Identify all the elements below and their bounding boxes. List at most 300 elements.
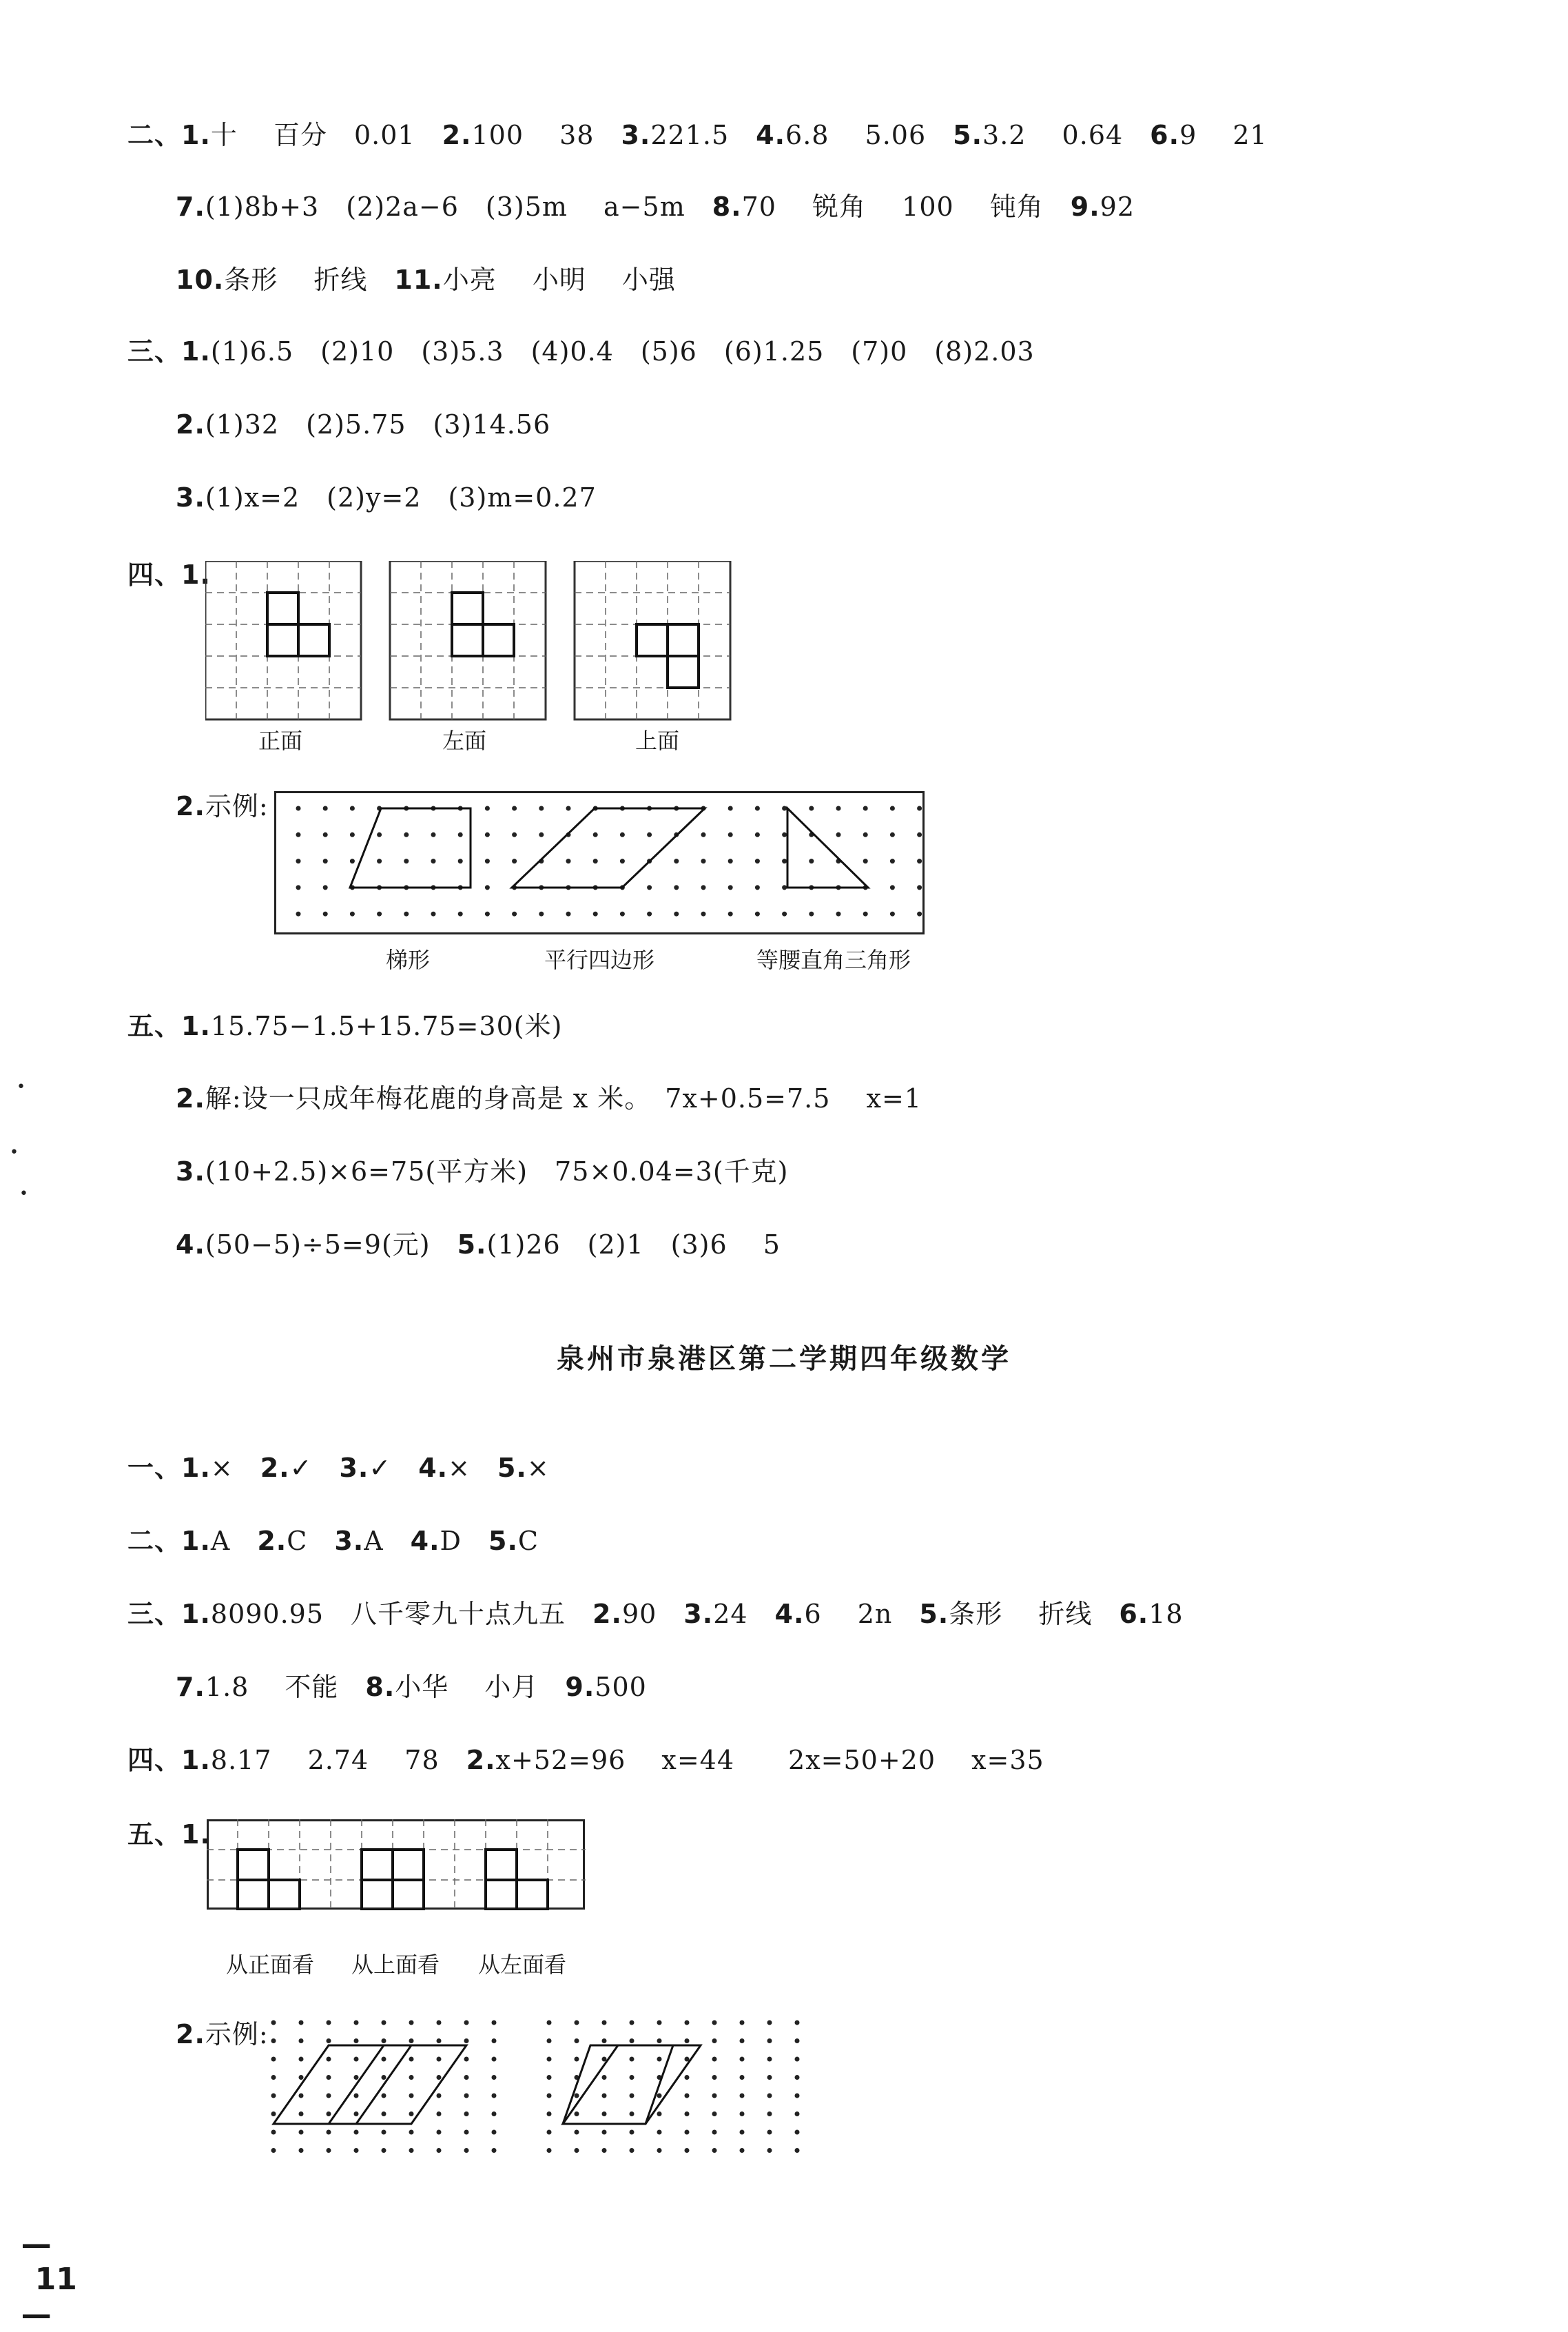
grid-dot [740,2094,745,2098]
answer-text: C [287,1526,335,1556]
item-number: 3. [176,1156,205,1187]
grid-dot [404,859,409,863]
answer-text: 90 [621,1599,684,1629]
item-number: 3. [339,1453,369,1483]
grid-dot [782,832,787,837]
item-number: 4. [756,120,786,150]
answer-text: × [526,1453,550,1483]
grid-dot [350,832,355,837]
grid-dot [547,2021,552,2025]
item-number: 4. [418,1453,448,1483]
item-number: 四、1. [127,1745,211,1775]
answer-text: 24 [713,1599,775,1629]
grid-dot [296,859,301,863]
grid-dot [602,2148,607,2153]
answer-text: 十 百分 0.01 [210,120,442,150]
answer-text: 条形 折线 [949,1599,1120,1629]
answer-line-15 [127,1597,1184,1630]
grid-dot [382,2130,386,2135]
item-number: 二、1. [127,1526,211,1556]
grid-dot [712,2111,717,2116]
section-title: 泉州市泉港区第二学期四年级数学 [557,1343,1011,1375]
grid-dot [547,2094,552,2098]
grid-dot [863,832,868,837]
caption-from-front: 从正面看 [226,1952,315,1978]
grid-dot [409,2075,414,2080]
grid-dot [630,2075,635,2080]
grid-dot [377,832,382,837]
grid-dot [809,912,814,917]
grid-dot [271,2038,276,2043]
answer-text: 示例: [205,791,269,821]
grid-dot [593,912,598,917]
grid-dot [464,2057,469,2062]
left-view-shape [486,1850,517,1880]
item-number: 2. [257,1526,287,1556]
views-figure-1 [205,561,734,726]
grid-dot [485,832,490,837]
grid-dot [437,2148,442,2153]
grid-dot [602,2038,607,2043]
grid-dot [323,885,328,890]
grid-dot [566,859,571,863]
grid-dot [890,832,895,837]
grid-dot [431,912,436,917]
item-number: 一、1. [127,1453,211,1483]
grid-dot [809,859,814,863]
item-number: 6. [1119,1599,1149,1629]
grid-dot [740,2075,745,2080]
grid-dot [657,2038,662,2043]
grid-dot [458,859,463,863]
grid-dot [409,2094,414,2098]
grid-dot [602,2130,607,2135]
caption-from-left: 从左面看 [478,1952,567,1978]
grid-dot [657,2130,662,2135]
item-number: 6. [1150,120,1180,150]
grid-dot [795,2111,800,2116]
item-number: 10. [176,265,225,295]
views-figure-2 [207,1819,586,1910]
answer-line-3 [176,263,676,296]
grid-dot [755,832,760,837]
grid-dot [755,859,760,863]
grid-dot [409,2057,414,2062]
grid-dot [299,2111,304,2116]
grid-dot [728,912,733,917]
grid-dot [485,885,490,890]
grid-dot [575,2130,579,2135]
grid-dot [836,806,841,811]
answer-line-18 [127,1818,211,1851]
grid-dot [712,2130,717,2135]
grid-dot [296,885,301,890]
grid-dot [917,912,922,917]
answer-text: 18 [1148,1599,1184,1629]
item-number: 2. [176,791,205,821]
grid-dot [271,2057,276,2062]
caption-front: 正面 [258,728,303,754]
grid-dot [767,2094,772,2098]
grid-dot [296,912,301,917]
grid-dot [782,912,787,917]
grid-dot [795,2075,800,2080]
answer-text: × [210,1453,260,1483]
answer-line-17 [127,1743,1044,1777]
grid-dot [437,2130,442,2135]
grid-dot [674,912,679,917]
grid-dot [674,885,679,890]
grid-dot [701,832,706,837]
answer-text: (1)6.5 (2)10 (3)5.3 (4)0.4 (5)6 (6)1.25 (7)0 (8)2.03 [210,336,1035,367]
grid-dot [492,2130,497,2135]
left-view-grid [390,561,546,719]
grid-dot [917,885,922,890]
grid-dot [327,2148,331,2153]
grid-dot [437,2057,442,2062]
grid-dot [593,859,598,863]
grid-dot [767,2075,772,2080]
grid-dot [271,2021,276,2025]
grid-dot [327,2038,331,2043]
page-number-value: 11 [34,2262,77,2297]
grid-dot [547,2038,552,2043]
grid-dot [566,806,571,811]
answer-line-12 [176,1228,781,1261]
grid-dot [437,2094,442,2098]
grid-dot [382,2038,386,2043]
caption-parallelogram: 平行四边形 [544,947,655,973]
item-number: 9. [565,1672,595,1702]
grid-dot [712,2148,717,2153]
grid-dot [863,806,868,811]
grid-dot [485,912,490,917]
grid-dot [630,2148,635,2153]
grid-dot [409,2148,414,2153]
dot-grid-figure-2 [270,2019,821,2154]
parallelogram-a [274,2045,411,2124]
grid-dot [492,2038,497,2043]
grid-dot [485,859,490,863]
grid-dot [271,2111,276,2116]
item-number: 3. [621,120,651,150]
grid-dot [354,2038,359,2043]
grid-dot [327,2111,331,2116]
grid-dot [712,2038,717,2043]
grid-dot [795,2057,800,2062]
grid-dot [782,806,787,811]
answer-text: 221.5 [650,120,756,150]
grid-dot [795,2094,800,2098]
answer-text: 示例: [205,2019,269,2049]
grid-dot [437,2111,442,2116]
answer-line-6 [176,481,597,514]
grid-dot [437,2021,442,2025]
grid-dot [458,912,463,917]
grid-dot [890,859,895,863]
grid-dot [464,2094,469,2098]
grid-dot [547,2148,552,2153]
front-view-shape [238,1850,269,1880]
caption-top: 上面 [635,728,680,754]
grid-dot [728,832,733,837]
grid-dot [354,2057,359,2062]
grid-dot [602,2021,607,2025]
item-number: 11. [394,265,443,295]
item-number: 5. [488,1526,518,1556]
grid-dot [350,912,355,917]
answer-text: × [448,1453,497,1483]
grid-dot [299,2075,304,2080]
grid-dot [782,885,787,890]
answer-text: 500 [595,1672,647,1702]
margin-mark-2: • [10,1144,19,1161]
grid-dot [296,806,301,811]
answer-text: (1)8b+3 (2)2a−6 (3)5m a−5m [205,192,712,222]
grid-dot [593,832,598,837]
item-number: 五、1. [127,1011,211,1041]
answer-text: (10+2.5)×6=75(平方米) 75×0.04=3(千克) [205,1156,789,1187]
grid-dot [755,806,760,811]
grid-dot [547,2111,552,2116]
grid-dot [492,2111,497,2116]
grid-dot [795,2130,800,2135]
grid-dot [492,2075,497,2080]
grid-dot [382,2094,386,2098]
grid-dot [299,2057,304,2062]
grid-dot [630,2111,635,2116]
answer-text: 92 [1100,192,1135,222]
grid-dot [863,859,868,863]
grid-dot [458,832,463,837]
grid-dot [795,2148,800,2153]
item-number: 2. [176,2019,205,2049]
page-number-dash-right: — [21,2297,52,2332]
item-number: 3. [334,1526,364,1556]
grid-dot [630,2021,635,2025]
grid-dot [323,859,328,863]
grid-dot [602,2075,607,2080]
grid-dot [685,2075,690,2080]
answer-line-9 [127,1010,562,1043]
grid-dot [685,2148,690,2153]
grid-dot [917,806,922,811]
grid-dot [492,2057,497,2062]
answer-text: 6 2n [804,1599,920,1629]
item-number: 3. [176,482,205,513]
answer-text: 解:设一只成年梅花鹿的身高是 x 米。 7x+0.5=7.5 x=1 [205,1083,922,1114]
grid-dot [512,859,517,863]
caption-left: 左面 [442,728,487,754]
grid-dot [323,912,328,917]
grid-dot [740,2130,745,2135]
answer-text: 小亮 小明 小强 [442,265,676,295]
grid-dot [647,885,652,890]
grid-dot [512,832,517,837]
answer-line-1 [127,119,1268,152]
grid-dot [512,912,517,917]
item-number: 3. [683,1599,714,1629]
grid-dot [354,2075,359,2080]
margin-mark-3: • [19,1185,28,1203]
grid-dot [836,912,841,917]
parallelogram-d [563,2045,673,2124]
grid-dot [382,2057,386,2062]
answer-line-10 [176,1082,922,1115]
grid-dot [767,2148,772,2153]
parallelogram-shape [512,808,705,888]
grid-dot [327,2075,331,2080]
answer-line-5 [176,408,550,441]
grid-dot [566,912,571,917]
grid-dot [767,2021,772,2025]
grid-dot [409,2038,414,2043]
item-number: 5. [953,120,983,150]
grid-dot [299,2021,304,2025]
answer-text: (50−5)÷5=9(元) [205,1229,457,1260]
answer-line-4 [127,335,1035,368]
grid-dot [271,2094,276,2098]
item-number: 2. [176,1083,205,1114]
grid-dot [575,2111,579,2116]
grid-dot [354,2094,359,2098]
caption-from-top: 从上面看 [351,1952,440,1978]
grid-dot [685,2111,690,2116]
item-number: 4. [176,1229,205,1260]
grid-dot [782,859,787,863]
item-number: 三、1. [127,336,211,367]
answer-text: (1)32 (2)5.75 (3)14.56 [205,409,551,440]
answer-line-13 [127,1451,550,1484]
grid-dot [620,832,625,837]
grid-dot [620,859,625,863]
answer-line-16 [176,1670,647,1704]
grid-dot [464,2148,469,2153]
page-number [0,2191,91,2332]
answer-text: 9 21 [1179,120,1268,150]
answer-line-7 [127,558,211,591]
grid-dot [630,2038,635,2043]
front-view-grid [205,561,361,719]
grid-dot [657,2111,662,2116]
answer-line-8 [176,790,269,823]
answer-line-19 [176,2018,269,2051]
answer-text: A [364,1526,411,1556]
grid-dot [382,2148,386,2153]
grid-dot [767,2130,772,2135]
grid-dot [740,2148,745,2153]
grid-dot [547,2075,552,2080]
answer-text: ✓ [369,1453,419,1483]
grid-dot [350,806,355,811]
grid-dot [464,2130,469,2135]
grid-dot [271,2075,276,2080]
grid-dot [437,2038,442,2043]
grid-dot [431,859,436,863]
grid-dot [657,2057,662,2062]
grid-dot [685,2094,690,2098]
grid-dot [437,2075,442,2080]
grid-dot [327,2130,331,2135]
grid-dot [917,859,922,863]
grid-dot [755,912,760,917]
grid-dot [630,2094,635,2098]
grid-dot [657,2021,662,2025]
grid-dot [728,885,733,890]
grid-dot [728,859,733,863]
answer-text: C [517,1526,539,1556]
grid-dot [323,832,328,837]
answer-text: ✓ [289,1453,340,1483]
grid-dot [382,2021,386,2025]
grid-dot [685,2021,690,2025]
item-number: 2. [466,1745,496,1775]
item-number: 5. [497,1453,527,1483]
grid-dot [464,2111,469,2116]
item-number: 四、1. [127,560,211,590]
grid-dot [354,2148,359,2153]
grid-dot [271,2130,276,2135]
answer-text: D [440,1526,489,1556]
item-number: 5. [457,1229,487,1260]
grid-dot [712,2075,717,2080]
grid-dot [575,2038,579,2043]
answer-text: 8090.95 八千零九十点九五 [210,1599,593,1629]
grid-dot [431,832,436,837]
grid-dot [377,912,382,917]
grid-dot [809,806,814,811]
item-number: 2. [176,409,205,440]
grid-dot [299,2148,304,2153]
item-number: 9. [1070,192,1100,222]
grid-dot [728,806,733,811]
right-triangle-shape [787,808,868,888]
grid-dot [377,859,382,863]
grid-dot [755,885,760,890]
grid-dot [299,2094,304,2098]
page-number-dash-left: — [21,2227,52,2262]
answer-text: A [210,1526,258,1556]
item-number: 8. [365,1672,395,1702]
grid-dot [354,2130,359,2135]
grid-dot [382,2111,386,2116]
grid-dot [539,832,544,837]
answer-text: 3.2 0.64 [982,120,1151,150]
grid-dot [492,2021,497,2025]
grid-dot [299,2130,304,2135]
grid-dot [575,2057,579,2062]
grid-dot [795,2021,800,2025]
item-number: 5. [919,1599,949,1629]
grid-dot [674,859,679,863]
grid-dot [409,2111,414,2116]
answer-line-14 [127,1524,539,1557]
grid-dot [327,2057,331,2062]
grid-dot [767,2111,772,2116]
grid-dot [890,806,895,811]
answer-text: 6.8 5.06 [785,120,953,150]
grid-dot [327,2021,331,2025]
grid-dot [657,2148,662,2153]
item-number: 8. [712,192,742,222]
grid-dot [701,885,706,890]
grid-dot [740,2038,745,2043]
grid-dot [354,2021,359,2025]
grid-dot [575,2094,579,2098]
grid-dot [404,912,409,917]
grid-dot [354,2111,359,2116]
grid-dot [712,2021,717,2025]
